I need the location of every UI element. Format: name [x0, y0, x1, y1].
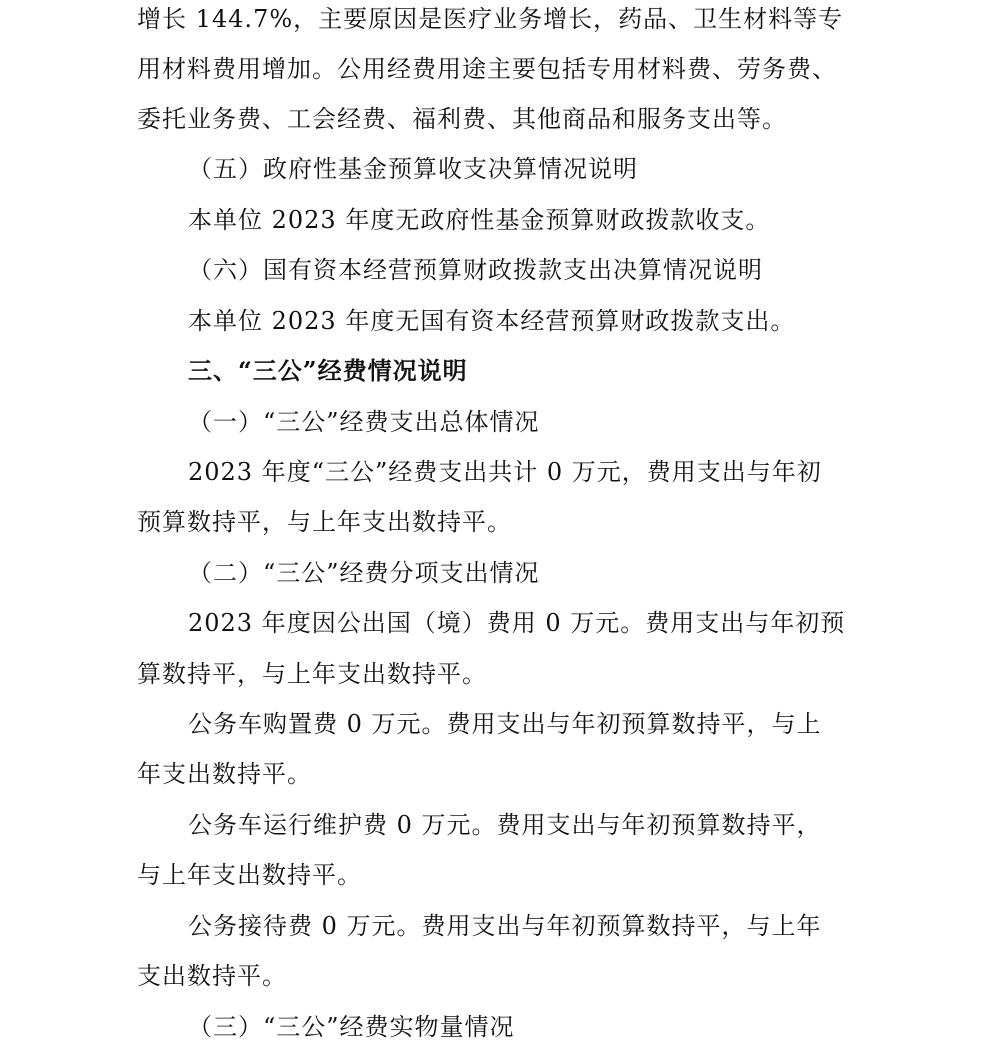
body-text-line: 2023 年度因公出国（境）费用 0 万元。费用支出与年初预 [188, 609, 846, 637]
body-text-line: 公务车购置费 0 万元。费用支出与年初预算数持平，与上 [188, 710, 822, 738]
body-text-line: 年支出数持平。 [137, 760, 312, 788]
section-heading: 三、“三公”经费情况说明 [188, 356, 468, 385]
body-text-line: 公务接待费 0 万元。费用支出与年初预算数持平，与上年 [188, 912, 822, 940]
subsection-heading: （六）国有资本经营预算财政拨款支出决算情况说明 [188, 256, 763, 284]
body-text-line: 本单位 2023 年度无国有资本经营预算财政拨款支出。 [188, 307, 796, 335]
body-text-line: 用材料费用增加。公用经费用途主要包括专用材料费、劳务费、 [137, 55, 837, 83]
body-text-line: 支出数持平。 [137, 962, 287, 990]
body-text-line: 增长 144.7%，主要原因是医疗业务增长，药品、卫生材料等专 [137, 5, 844, 33]
subsection-heading: （五）政府性基金预算收支决算情况说明 [188, 155, 638, 183]
body-text-line: 算数持平，与上年支出数持平。 [137, 660, 487, 688]
body-text-line: 预算数持平，与上年支出数持平。 [137, 508, 512, 536]
subsection-heading: （三）“三公”经费实物量情况 [188, 1013, 515, 1041]
body-text-line: 本单位 2023 年度无政府性基金预算财政拨款收支。 [188, 206, 771, 234]
subsection-heading: （二）“三公”经费分项支出情况 [188, 559, 540, 587]
body-text-line: 委托业务费、工会经费、福利费、其他商品和服务支出等。 [137, 105, 787, 133]
body-text-line: 与上年支出数持平。 [137, 861, 362, 889]
subsection-heading: （一）“三公”经费支出总体情况 [188, 408, 540, 436]
body-text-line: 2023 年度“三公”经费支出共计 0 万元，费用支出与年初 [188, 458, 822, 486]
body-text-line: 公务车运行维护费 0 万元。费用支出与年初预算数持平， [188, 811, 822, 839]
